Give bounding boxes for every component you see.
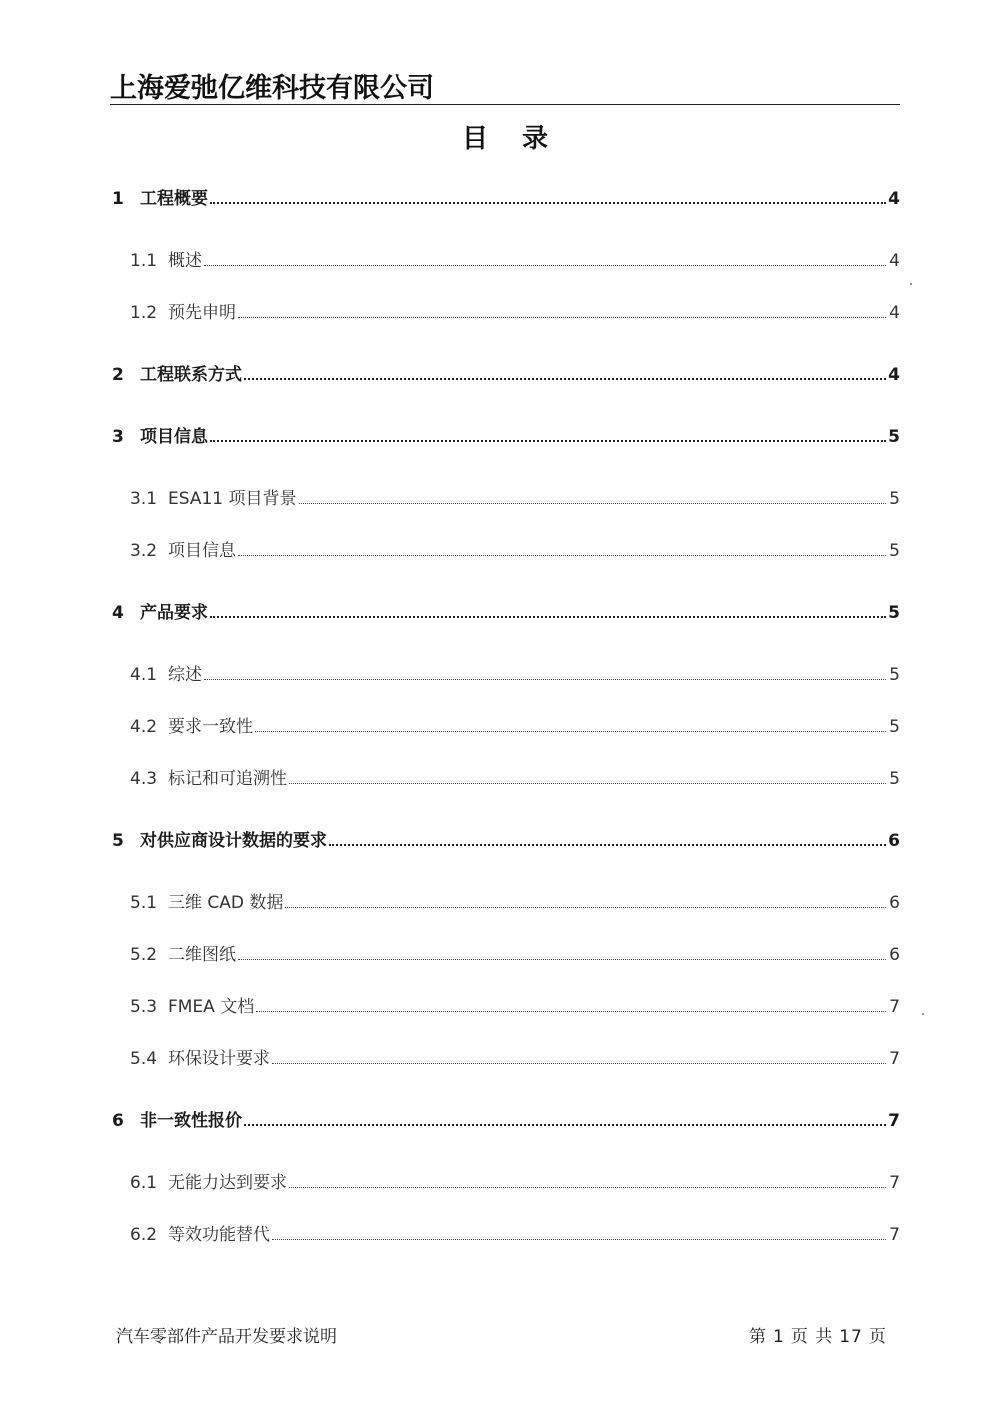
toc-dot-leader [329, 842, 886, 846]
toc-entry-page-number: 5 [888, 427, 900, 447]
toc-section-entry[interactable] [110, 764, 900, 789]
toc-entry-page-number: 7 [889, 1173, 900, 1193]
toc-dot-leader [204, 263, 886, 266]
toc-entry-page-number: 6 [889, 893, 900, 913]
toc-entry-page-number: 7 [889, 1049, 900, 1069]
toc-dot-leader [289, 1185, 886, 1188]
toc-section-entry[interactable] [110, 536, 900, 561]
toc-entry-title: 无能力达到要求 [168, 1173, 287, 1193]
toc-dot-leader [210, 614, 886, 618]
toc-dot-leader [299, 501, 886, 504]
toc-section-entry[interactable] [110, 660, 900, 685]
toc-entry-page-number: 5 [889, 541, 900, 561]
toc-dot-leader [289, 781, 886, 784]
toc-chapter-entry[interactable] [110, 184, 900, 209]
toc-entry-title: 项目信息 [140, 427, 208, 447]
footer-page-current: 1 [773, 1327, 785, 1347]
toc-entry-page-number: 4 [889, 251, 900, 271]
toc-entry-number: 5.2 [130, 945, 158, 965]
toc-entry-number: 1.1 [130, 251, 158, 271]
toc-chapter-entry[interactable] [110, 360, 900, 385]
toc-dot-leader [285, 905, 886, 908]
toc-dot-leader [238, 957, 886, 960]
toc-entry-number: 4.2 [130, 717, 158, 737]
footer-page-prefix: 第 [749, 1327, 767, 1347]
toc-dot-leader [272, 1237, 886, 1240]
toc-dot-leader [244, 1122, 886, 1126]
toc-entry-title: 等效功能替代 [168, 1225, 270, 1245]
toc-entry-number: 4.1 [130, 665, 158, 685]
toc-entry-title: 对供应商设计数据的要求 [140, 831, 327, 851]
toc-entry-number: 5.1 [130, 893, 158, 913]
toc-chapter-entry[interactable] [110, 598, 900, 623]
toc-dot-leader [238, 315, 886, 318]
toc-section-entry[interactable] [110, 298, 900, 323]
toc-entry-title: ESA11 项目背景 [168, 489, 297, 509]
toc-dot-leader [204, 677, 886, 680]
toc-entry-page-number: 7 [889, 997, 900, 1017]
toc-entry-page-number: 4 [888, 189, 900, 209]
toc-section-entry[interactable] [110, 246, 900, 271]
toc-entry-page-number: 7 [889, 1225, 900, 1245]
toc-entry-number: 4.3 [130, 769, 158, 789]
toc-entry-title: FMEA 文档 [168, 997, 255, 1017]
toc-dot-leader [238, 553, 886, 556]
toc-entry-title: 工程概要 [140, 189, 208, 209]
footer-document-name: 汽车零部件产品开发要求说明 [116, 1327, 337, 1347]
toc-section-entry[interactable] [110, 1168, 900, 1193]
toc-chapter-entry[interactable] [110, 826, 900, 851]
toc-section-entry[interactable] [110, 940, 900, 965]
company-name: 上海爱弛亿维科技有限公司 [110, 73, 434, 104]
toc-entry-title: 项目信息 [168, 541, 236, 561]
toc-entry-number: 4 [112, 603, 124, 623]
toc-dot-leader [256, 1009, 886, 1012]
toc-entry-number: 3 [112, 427, 124, 447]
toc-entry-page-number: 5 [888, 603, 900, 623]
toc-entry-page-number: 6 [889, 945, 900, 965]
toc-dot-leader [255, 729, 886, 732]
toc-entry-title: 概述 [168, 251, 202, 271]
toc-entry-page-number: 4 [889, 303, 900, 323]
footer-page-indicator [746, 1322, 890, 1347]
toc-entry-title: 预先申明 [168, 303, 236, 323]
toc-chapter-entry[interactable] [110, 1106, 900, 1131]
toc-entry-number: 2 [112, 365, 124, 385]
toc-entry-page-number: 4 [888, 365, 900, 385]
toc-section-entry[interactable] [110, 888, 900, 913]
header-divider [110, 104, 900, 105]
toc-entry-page-number: 5 [889, 665, 900, 685]
toc-section-entry[interactable] [110, 484, 900, 509]
toc-entry-title: 标记和可追溯性 [168, 769, 287, 789]
toc-dot-leader [210, 200, 886, 204]
toc-entry-number: 6.2 [130, 1225, 158, 1245]
toc-entry-number: 3.1 [130, 489, 158, 509]
toc-section-entry[interactable] [110, 1044, 900, 1069]
toc-entry-page-number: 6 [888, 831, 900, 851]
toc-title-char-2: 录 [522, 124, 549, 154]
toc-entry-title: 要求一致性 [168, 717, 253, 737]
scan-speck [922, 1013, 924, 1015]
toc-entry-page-number: 5 [889, 489, 900, 509]
toc-dot-leader [272, 1061, 886, 1064]
toc-entry-title: 二维图纸 [168, 945, 236, 965]
toc-entry-title: 环保设计要求 [168, 1049, 270, 1069]
toc-title-char-1: 目 [461, 124, 488, 154]
toc-entry-number: 6 [112, 1111, 124, 1131]
footer-page-total: 17 [839, 1327, 863, 1347]
toc-dot-leader [210, 438, 886, 442]
toc-section-entry[interactable] [110, 1220, 900, 1245]
toc-entry-number: 5.4 [130, 1049, 158, 1069]
toc-dot-leader [244, 376, 886, 380]
toc-entry-title: 综述 [168, 665, 202, 685]
footer-page-mid: 页 共 [790, 1327, 834, 1347]
toc-entry-number: 6.1 [130, 1173, 158, 1193]
toc-entry-page-number: 5 [889, 769, 900, 789]
toc-entry-number: 5.3 [130, 997, 158, 1017]
toc-chapter-entry[interactable] [110, 422, 900, 447]
toc-entry-number: 1.2 [130, 303, 158, 323]
footer-page-suffix: 页 [868, 1327, 887, 1347]
toc-entry-title: 工程联系方式 [140, 365, 242, 385]
toc-entry-title: 三维 CAD 数据 [168, 893, 284, 913]
toc-entry-title: 产品要求 [140, 603, 208, 623]
toc-entry-number: 1 [112, 189, 124, 209]
toc-section-entry[interactable] [110, 712, 900, 737]
scan-speck [910, 283, 912, 285]
toc-entry-title: 非一致性报价 [140, 1111, 242, 1131]
toc-entry-page-number: 7 [888, 1111, 900, 1131]
toc-entry-number: 5 [112, 831, 124, 851]
toc-entry-page-number: 5 [889, 717, 900, 737]
toc-title [0, 118, 992, 155]
toc-entry-number: 3.2 [130, 541, 158, 561]
toc-section-entry[interactable] [110, 992, 900, 1017]
